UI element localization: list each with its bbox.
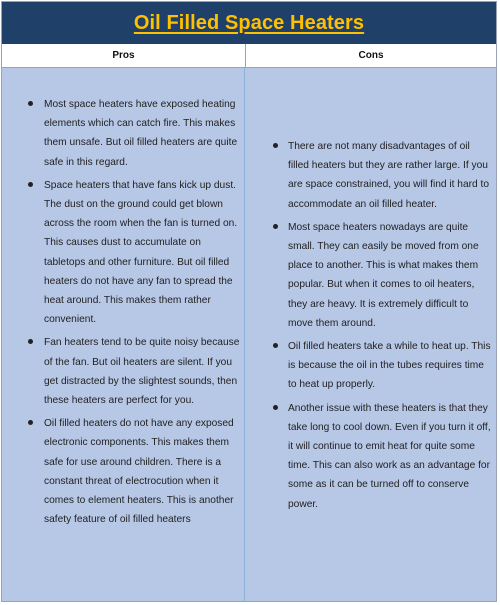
pros-item-text: Most space heaters have exposed heating elements which can catch fire. This makes them unsafe. But oil filled heaters are quite safe in this regard. xyxy=(44,99,238,168)
pros-list-item xyxy=(2,414,245,529)
cons-list-item xyxy=(246,337,496,395)
pros-list-item xyxy=(2,95,245,172)
bullet-icon xyxy=(28,420,33,425)
pros-item-text: Space heaters that have fans kick up dust. The dust on the ground could get blown across the room when the fan is turned on. This causes dust to accumulate on tabletops and other furniture. But oil filled heaters do not have any fan to spread the heat around. This makes them rather convenient. xyxy=(44,179,238,326)
bullet-icon xyxy=(273,405,278,410)
bullet-icon xyxy=(273,143,278,148)
cons-column-header: Cons xyxy=(358,50,384,61)
pros-list-item xyxy=(2,176,245,330)
pros-list xyxy=(2,95,245,533)
pros-list-item xyxy=(2,333,245,410)
pros-item-text: Oil filled heaters do not have any exposed electronic components. This makes them safe for use around children. There is a constant threat of electrocution when it comes to element heaters. This is another safety feature of oil filled heaters xyxy=(44,418,234,526)
pros-column xyxy=(2,68,245,601)
cons-column xyxy=(246,68,496,601)
cons-list-item xyxy=(246,218,496,333)
column-header-row xyxy=(2,44,496,68)
cons-item-text: Another issue with these heaters is that they take long to cool down. Even if you turn it off, it will continue to emit heat for quite some time. This can also work as an advantage for some as it can be turned off to conserve power. xyxy=(288,402,491,510)
pros-column-header: Pros xyxy=(2,44,246,67)
cons-item-text: Most space heaters nowadays are quite small. They can easily be moved from one place to another. This is what makes them popular. But when it comes to oil heaters, they are heavy. It is extremely difficult to move them around. xyxy=(288,221,479,329)
cons-item-text: There are not many disadvantages of oil filled heaters but they are rather large. If you are space constrained, you will find it hard to accommodate an oil filled heater. xyxy=(288,141,490,210)
bullet-icon xyxy=(28,339,33,344)
bullet-icon xyxy=(273,224,278,229)
bullet-icon xyxy=(28,101,33,106)
page-title: Oil Filled Space Heaters xyxy=(133,11,365,34)
title-bar xyxy=(2,2,496,44)
comparison-table xyxy=(1,1,497,602)
pros-item-text: Fan heaters tend to be quite noisy because of the fan. But oil heaters are silent. If you get distracted by the slightest sounds, then these heaters are perfect for you. xyxy=(44,337,240,407)
bullet-icon xyxy=(273,343,278,348)
bullet-icon xyxy=(28,182,33,187)
cons-item-text: Oil filled heaters take a while to heat up. This is because the oil in the tubes requires time to heat up properly. xyxy=(288,341,491,391)
cons-list xyxy=(246,137,496,518)
cons-list-item xyxy=(246,399,496,514)
cons-list-item xyxy=(246,137,496,214)
